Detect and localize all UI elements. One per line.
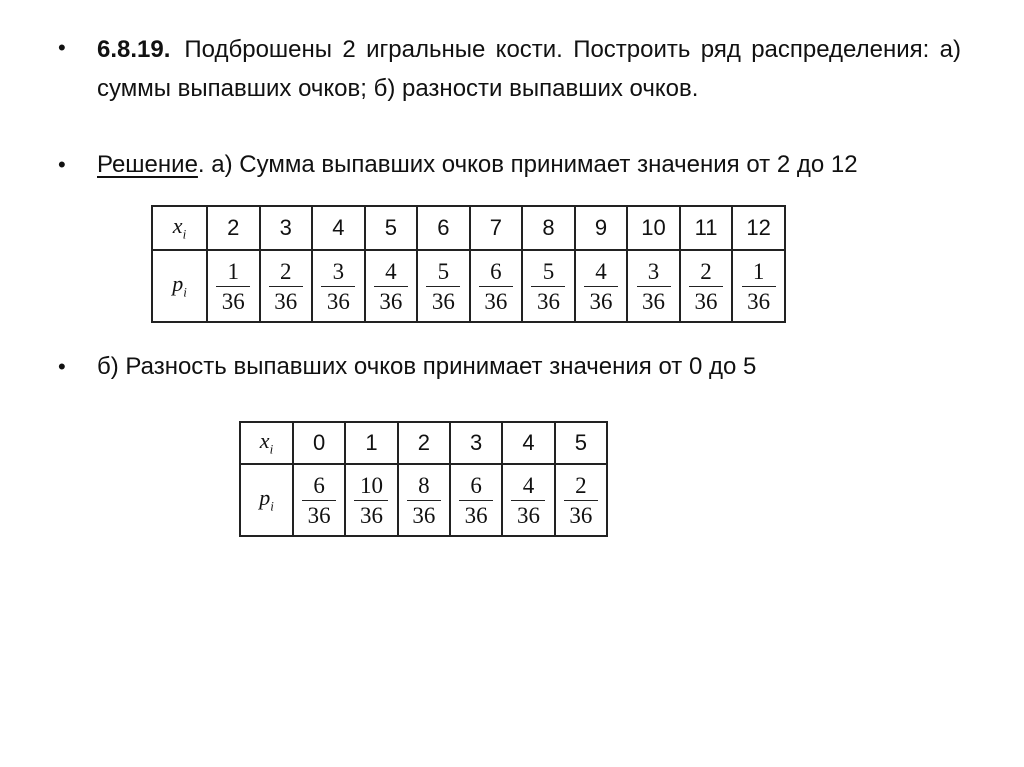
x-header: $x_i$ — [152, 206, 207, 250]
fraction-numerator: 3 — [637, 259, 671, 287]
fraction-numerator: 2 — [689, 259, 723, 287]
probability-cell — [732, 250, 785, 322]
diff-values-row — [240, 422, 607, 464]
fraction-numerator: 4 — [511, 473, 545, 501]
fraction-denominator: 36 — [431, 288, 455, 314]
fraction-numerator: 2 — [269, 259, 303, 287]
difference-distribution-table — [239, 421, 608, 537]
fraction-numerator: 6 — [459, 473, 493, 501]
fraction-numerator: 3 — [321, 259, 355, 287]
bullet-solution: • — [58, 152, 66, 177]
fraction-denominator: 36 — [274, 288, 298, 314]
probability-fraction — [459, 473, 493, 528]
sum-probabilities-row — [152, 250, 785, 322]
value-cell: 1 — [345, 422, 397, 464]
fraction-denominator: 36 — [569, 502, 593, 528]
fraction-denominator: 36 — [307, 502, 331, 528]
value-cell: 0 — [293, 422, 345, 464]
probability-fraction — [689, 259, 723, 314]
fraction-numerator: 6 — [479, 259, 513, 287]
fraction-numerator: 8 — [407, 473, 441, 501]
value-cell: 4 — [312, 206, 365, 250]
fraction-numerator: 2 — [564, 473, 598, 501]
probability-fraction — [354, 473, 388, 528]
probability-cell — [365, 250, 418, 322]
part-b-line: б) Разность выпавших очков принимает значения от 0 до 5 — [97, 353, 757, 380]
value-cell: 10 — [627, 206, 680, 250]
fraction-numerator: 5 — [531, 259, 565, 287]
x-header: $x_i$ — [240, 422, 293, 464]
fraction-denominator: 36 — [536, 288, 560, 314]
probability-fraction — [479, 259, 513, 314]
fraction-numerator: 10 — [354, 473, 388, 501]
probability-cell — [312, 250, 365, 322]
bullet-part-b: • — [58, 354, 66, 379]
fraction-numerator: 5 — [426, 259, 460, 287]
probability-fraction — [531, 259, 565, 314]
value-cell: 8 — [522, 206, 575, 250]
probability-cell — [450, 464, 502, 536]
problem-statement — [97, 30, 961, 108]
value-cell: 5 — [555, 422, 607, 464]
probability-fraction — [407, 473, 441, 528]
probability-cell — [207, 250, 260, 322]
fraction-denominator: 36 — [359, 502, 383, 528]
probability-fraction — [742, 259, 776, 314]
probability-fraction — [302, 473, 336, 528]
value-cell: 2 — [398, 422, 450, 464]
probability-cell — [575, 250, 628, 322]
solution-label: Решение — [97, 151, 198, 178]
value-cell: 3 — [260, 206, 313, 250]
value-cell: 4 — [502, 422, 554, 464]
probability-cell — [293, 464, 345, 536]
probability-cell — [260, 250, 313, 322]
fraction-numerator: 4 — [584, 259, 618, 287]
value-cell: 3 — [450, 422, 502, 464]
probability-cell — [398, 464, 450, 536]
sum-distribution-table — [151, 205, 786, 323]
probability-cell — [470, 250, 523, 322]
sum-values-row — [152, 206, 785, 250]
probability-cell — [680, 250, 733, 322]
probability-fraction — [637, 259, 671, 314]
fraction-numerator: 4 — [374, 259, 408, 287]
probability-fraction — [374, 259, 408, 314]
fraction-numerator: 1 — [216, 259, 250, 287]
solution-line — [97, 150, 858, 180]
problem-text: Подброшены 2 игральные кости. Построить ряд распределения: а) суммы выпавших очков; б) разности выпавших очков. — [97, 36, 961, 102]
fraction-denominator: 36 — [464, 502, 488, 528]
probability-fraction — [216, 259, 250, 314]
fraction-denominator: 36 — [326, 288, 350, 314]
probability-fraction — [584, 259, 618, 314]
value-cell: 2 — [207, 206, 260, 250]
fraction-denominator: 36 — [484, 288, 508, 314]
fraction-denominator: 36 — [412, 502, 436, 528]
probability-cell — [555, 464, 607, 536]
probability-cell — [417, 250, 470, 322]
diff-probabilities-row — [240, 464, 607, 536]
value-cell: 11 — [680, 206, 733, 250]
value-cell: 7 — [470, 206, 523, 250]
fraction-denominator: 36 — [747, 288, 771, 314]
fraction-denominator: 36 — [379, 288, 403, 314]
value-cell: 12 — [732, 206, 785, 250]
fraction-numerator: 6 — [302, 473, 336, 501]
probability-fraction — [564, 473, 598, 528]
p-header: $p_i$ — [240, 464, 293, 536]
probability-fraction — [321, 259, 355, 314]
value-cell: 6 — [417, 206, 470, 250]
p-header: $p_i$ — [152, 250, 207, 322]
value-cell: 5 — [365, 206, 418, 250]
problem-number: 6.8.19. — [97, 36, 171, 63]
probability-fraction — [426, 259, 460, 314]
fraction-denominator: 36 — [589, 288, 613, 314]
probability-fraction — [511, 473, 545, 528]
fraction-numerator: 1 — [742, 259, 776, 287]
probability-fraction — [269, 259, 303, 314]
bullet-problem: • — [58, 35, 66, 60]
fraction-denominator: 36 — [642, 288, 666, 314]
fraction-denominator: 36 — [694, 288, 718, 314]
solution-text: . а) Сумма выпавших очков принимает значения от 2 до 12 — [197, 151, 858, 178]
fraction-denominator: 36 — [221, 288, 245, 314]
value-cell: 9 — [575, 206, 628, 250]
probability-cell — [502, 464, 554, 536]
probability-cell — [522, 250, 575, 322]
probability-cell — [627, 250, 680, 322]
probability-cell — [345, 464, 397, 536]
fraction-denominator: 36 — [516, 502, 540, 528]
